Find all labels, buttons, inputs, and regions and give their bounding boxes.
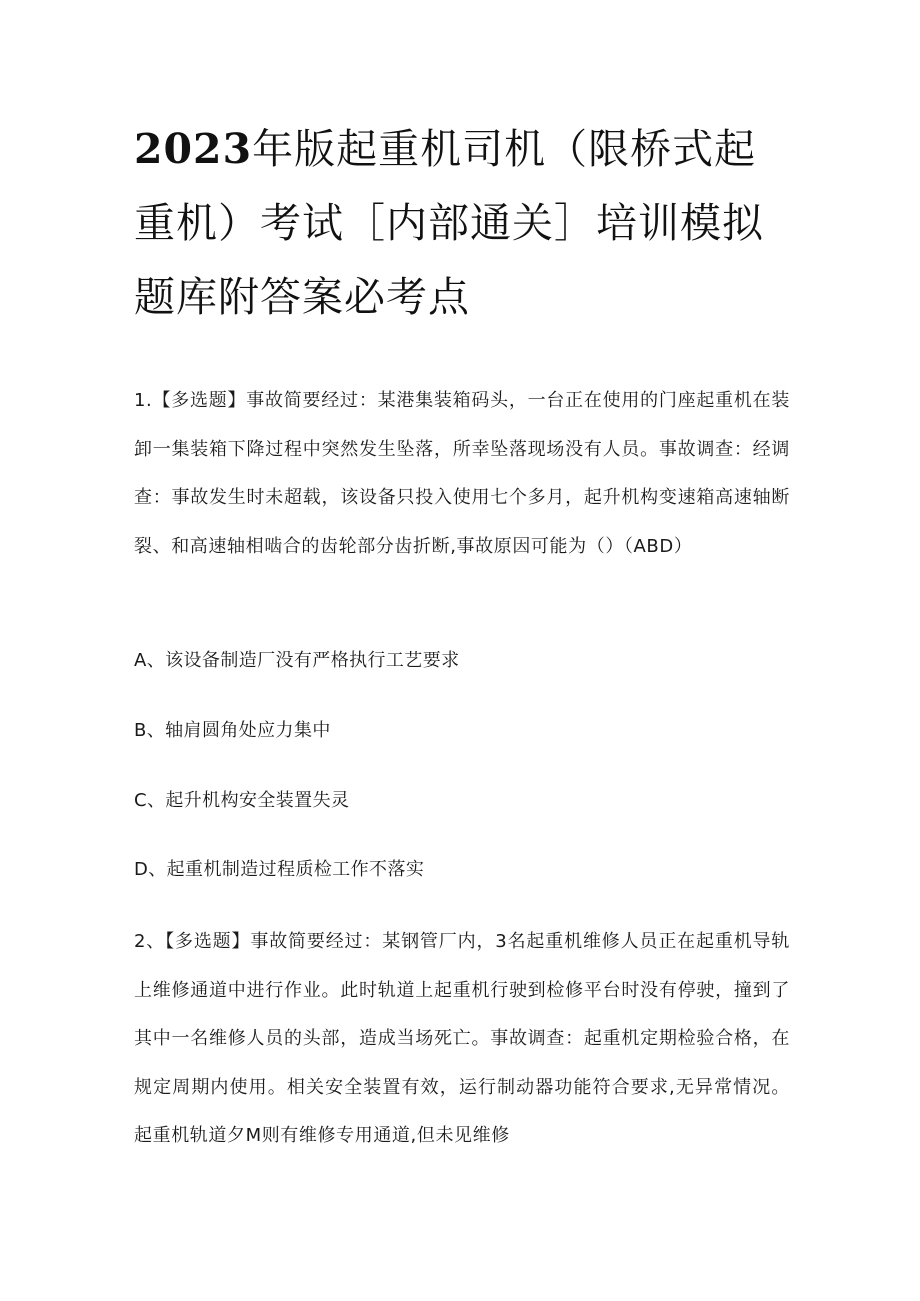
- question-1-option-c: C、起升机构安全装置失灵: [134, 790, 350, 811]
- question-2-stem: 2、【多选题】事故简要经过：某钢管厂内，3名起重机维修人员正在起重机导轨上维修通道中进行作业。此时轨道上起重机行驶到检修平台时没有停驶，撞到了其中一名维修人员的头部，造成当场死亡。事故调查：起重机定期检验合格，在规定周期内使用。相关安全装置有效，运行制动器功能符合要求,无异常情况。起重机轨道夕M则有维修专用通道,但未见维修: [134, 931, 790, 1146]
- question-1-option-a: A、该设备制造厂没有严格执行工艺要求: [134, 650, 460, 671]
- title-year: 2023: [134, 125, 253, 173]
- question-1-option-b: B、轴肩圆角处应力集中: [134, 720, 331, 741]
- document-title: [134, 112, 794, 334]
- title-text: 年版起重机司机（限桥式起重机）考试［内部通关］培训模拟题库附答案必考点: [134, 125, 764, 321]
- question-1-stem: 1.【多选题】事故简要经过：某港集装箱码头，一台正在使用的门座起重机在装卸一集装箱下降过程中突然发生坠落，所幸坠落现场没有人员。事故调查：经调查：事故发生时未超载，该设备只投入使用七个多月，起升机构变速箱高速轴断裂、和高速轴相啮合的齿轮部分齿折断,事故原因可能为（）（ABD）: [134, 390, 790, 557]
- question-1-option-d: D、起重机制造过程质检工作不落实: [134, 859, 425, 880]
